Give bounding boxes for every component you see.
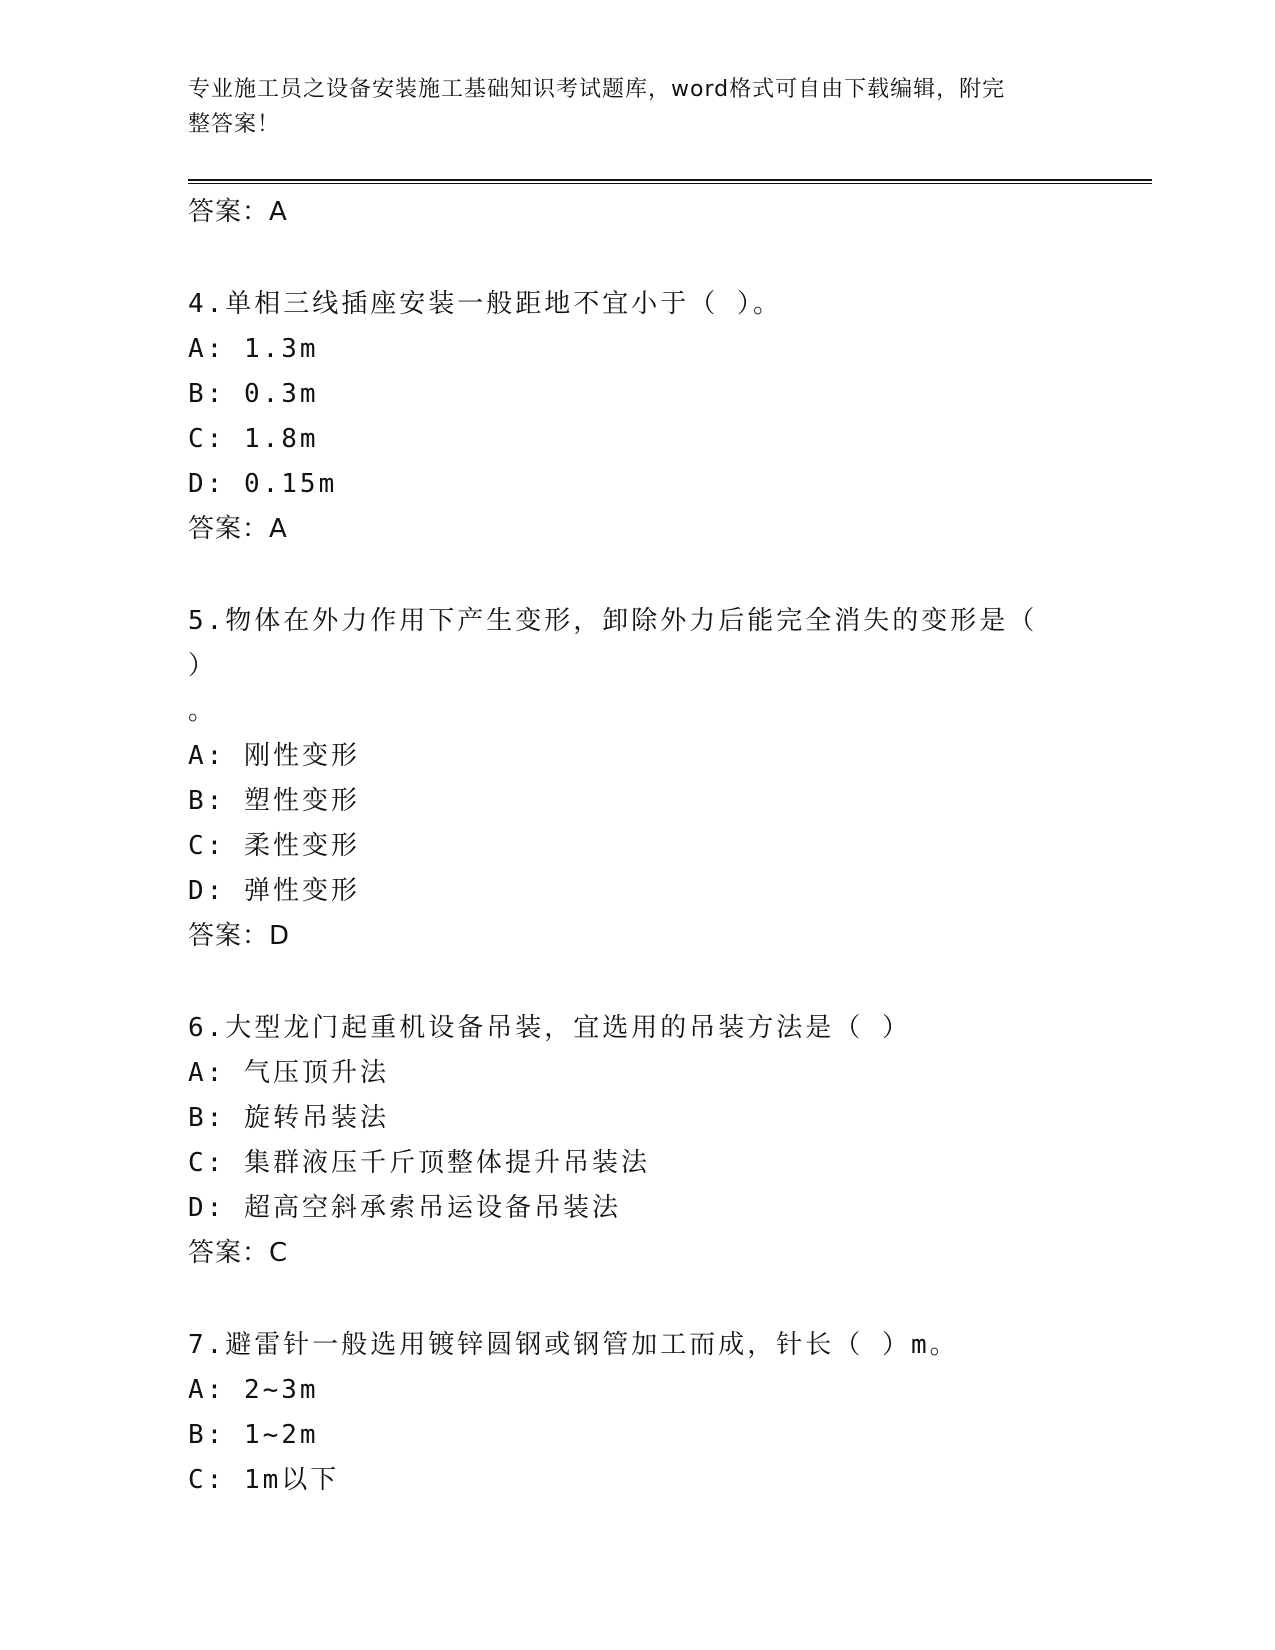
question-4	[188, 282, 1148, 551]
option-a: A: 气压顶升法	[188, 1058, 389, 1088]
question-text-continuation: 。	[188, 696, 218, 726]
question-6	[188, 1006, 1148, 1275]
header-rule-thick	[188, 179, 1152, 181]
option-a: A: 刚性变形	[188, 741, 360, 771]
option-b: B: 1~2m	[188, 1420, 319, 1450]
option-d: D: 弹性变形	[188, 876, 360, 906]
option-c: C: 1m以下	[188, 1465, 340, 1495]
question-7	[188, 1323, 1148, 1503]
option-d: D: 超高空斜承索吊运设备吊装法	[188, 1193, 621, 1223]
answer-line: 答案：A	[188, 197, 288, 227]
option-c: C: 柔性变形	[188, 831, 360, 861]
answer-line: 答案：D	[188, 921, 291, 951]
option-d: D: 0.15m	[188, 469, 338, 499]
header-rule-thin	[188, 183, 1152, 184]
option-b: B: 0.3m	[188, 379, 319, 409]
question-text: 7.避雷针一般选用镀锌圆钢或钢管加工而成，针长（ ）m。	[188, 1330, 959, 1360]
question-text: 4.单相三线插座安装一般距地不宜小于（ ）。	[188, 289, 782, 319]
option-a: A: 1.3m	[188, 334, 319, 364]
header-line-2: 整答案！	[188, 112, 281, 137]
option-a: A: 2~3m	[188, 1375, 319, 1405]
option-c: C: 集群液压千斤顶整体提升吊装法	[188, 1148, 650, 1178]
question-5	[188, 599, 1148, 958]
option-c: C: 1.8m	[188, 424, 319, 454]
document-header	[188, 72, 1068, 142]
answer-line: 答案：C	[188, 1238, 289, 1268]
option-b: B: 旋转吊装法	[188, 1103, 389, 1133]
question-text: 5.物体在外力作用下产生变形，卸除外力后能完全消失的变形是（ ）	[188, 606, 1038, 681]
answer-line: 答案：A	[188, 514, 288, 544]
option-b: B: 塑性变形	[188, 786, 360, 816]
header-line-1: 专业施工员之设备安装施工基础知识考试题库，word格式可自由下载编辑，附完	[188, 77, 1006, 102]
document-body	[188, 190, 1148, 1503]
question-text: 6.大型龙门起重机设备吊装，宜选用的吊装方法是（ ）	[188, 1013, 911, 1043]
